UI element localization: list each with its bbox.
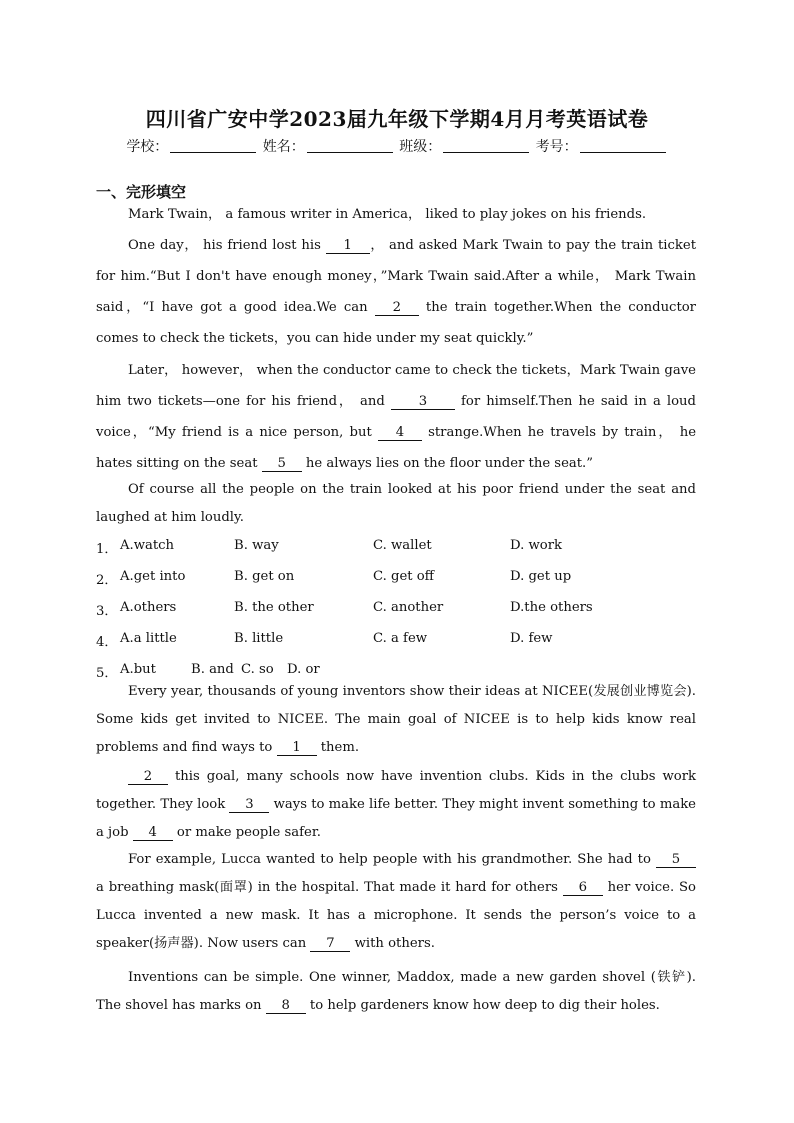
text-run: For example, Lucca wanted to help people with his grandmother. She had to — [128, 852, 656, 867]
passage1-paragraph-4: Of course all the people on the train looked at his poor friend under the seat and laughed at him loudly. — [96, 482, 696, 525]
text-run: One day， his friend lost his — [128, 238, 326, 253]
option-c[interactable]: C. get off — [373, 569, 435, 584]
blank-3[interactable]: 3 — [391, 394, 455, 410]
blank-2[interactable]: 2 — [375, 300, 419, 316]
option-b[interactable]: B. little — [234, 631, 284, 646]
text-run: or make people safer. — [172, 825, 321, 840]
name-label: 姓名： — [262, 139, 305, 155]
option-c[interactable]: C. a few — [373, 631, 428, 646]
question-number: 4． — [96, 635, 118, 650]
text-run: this goal, many schools now have invention clubs. Kids in the clubs work together. They look — [96, 769, 696, 812]
blank-1[interactable]: 1 — [277, 740, 317, 756]
blank-7[interactable]: 7 — [310, 936, 350, 952]
school-label: 学校： — [126, 139, 169, 155]
question-3-options — [96, 600, 696, 620]
text-run: her voice. So Lucca invented a new mask. It has a microphone. It sends the person’s voice to a speaker(扬声器). Now users can — [96, 880, 696, 951]
blank-5[interactable]: 5 — [656, 852, 696, 868]
option-a[interactable]: A.get into — [120, 569, 186, 584]
option-b[interactable]: B. way — [234, 538, 279, 553]
text-run: for himself.Then he said in a loud voice，“My friend is a nice person, but — [96, 394, 696, 440]
section-heading-cloze: 一、完形填空 — [96, 183, 187, 201]
class-blank[interactable] — [443, 138, 529, 153]
exam-title: 四川省广安中学2023届九年级下学期4月月考英语试卷 — [145, 107, 649, 131]
option-d[interactable]: D. or — [287, 662, 320, 677]
option-c[interactable]: C. another — [373, 600, 444, 615]
text-run: with others. — [350, 936, 435, 951]
blank-4[interactable]: 4 — [378, 425, 422, 441]
text-run: he always lies on the floor under the seat.” — [301, 456, 593, 471]
blank-1[interactable]: 1 — [326, 238, 370, 254]
option-b[interactable]: B. and — [191, 662, 234, 677]
text-run: Inventions can be simple. One winner, Maddox, made a new garden shovel (铁铲). The shovel has marks on — [96, 970, 696, 1013]
option-d[interactable]: D. work — [510, 538, 563, 553]
passage2-paragraph-1 — [96, 678, 696, 762]
number-blank[interactable] — [580, 138, 666, 153]
option-d[interactable]: D.the others — [510, 600, 593, 615]
blank-3[interactable]: 3 — [229, 797, 269, 813]
option-b[interactable]: B. get on — [234, 569, 295, 584]
option-a[interactable]: A.others — [120, 600, 177, 615]
blank-8[interactable]: 8 — [266, 998, 306, 1014]
passage1-paragraph-2 — [96, 230, 696, 354]
text-run: ways to make life better. They might invent something to make a job — [96, 797, 696, 840]
option-b[interactable]: B. the other — [234, 600, 314, 615]
class-label: 班级： — [399, 139, 442, 155]
passage1-paragraph-3 — [96, 355, 696, 479]
question-number: 5． — [96, 666, 118, 681]
option-d[interactable]: D. few — [510, 631, 553, 646]
name-blank[interactable] — [307, 138, 393, 153]
text-run: the train together.When the conductor comes to check the tickets，you can hide under my seat quickly.” — [96, 300, 696, 346]
option-c[interactable]: C. wallet — [373, 538, 432, 553]
text-run: strange.When he travels by train， he hates sitting on the seat — [96, 425, 697, 471]
blank-5[interactable]: 5 — [262, 456, 302, 472]
text-run: them. — [316, 740, 360, 755]
passage2-paragraph-4 — [96, 964, 696, 1020]
question-number: 1． — [96, 542, 118, 557]
number-label: 考号： — [535, 139, 578, 155]
option-a[interactable]: A.but — [120, 662, 156, 677]
text-run: a breathing mask(面罩) in the hospital. That made it hard for others — [96, 880, 563, 895]
question-2-options — [96, 569, 696, 589]
passage1-paragraph-1: Mark Twain， a famous writer in America， liked to play jokes on his friends. — [128, 207, 647, 222]
passage2-paragraph-2 — [96, 763, 696, 847]
passage2-paragraph-3 — [96, 846, 696, 958]
option-a[interactable]: A.watch — [120, 538, 175, 553]
question-1-options — [96, 538, 696, 558]
text-run: ， and asked Mark Twain to pay the train ticket for him.“But I don't have enough money，”Mark Twain said.After a while， Mark Twain said，“I have got a good idea.We can — [96, 238, 696, 315]
blank-2[interactable]: 2 — [128, 769, 168, 785]
text-run: to help gardeners know how deep to dig their holes. — [305, 998, 660, 1013]
question-number: 2． — [96, 573, 118, 588]
text-run: Every year, thousands of young inventors show their ideas at NICEE(发展创业博览会). Some kids get invited to NICEE. The main goal of NICEE is to help kids know real problems and find ways to — [96, 684, 696, 755]
question-number: 3． — [96, 604, 118, 619]
blank-4[interactable]: 4 — [133, 825, 173, 841]
blank-6[interactable]: 6 — [563, 880, 603, 896]
text-run: Later， however， when the conductor came to check the tickets，Mark Twain gave him two tickets—one for his friend， and — [96, 363, 696, 409]
option-d[interactable]: D. get up — [510, 569, 572, 584]
option-c[interactable]: C. so — [241, 662, 274, 677]
school-blank[interactable] — [170, 138, 256, 153]
student-info-line — [0, 136, 794, 156]
option-a[interactable]: A.a little — [120, 631, 177, 646]
question-4-options — [96, 631, 696, 651]
